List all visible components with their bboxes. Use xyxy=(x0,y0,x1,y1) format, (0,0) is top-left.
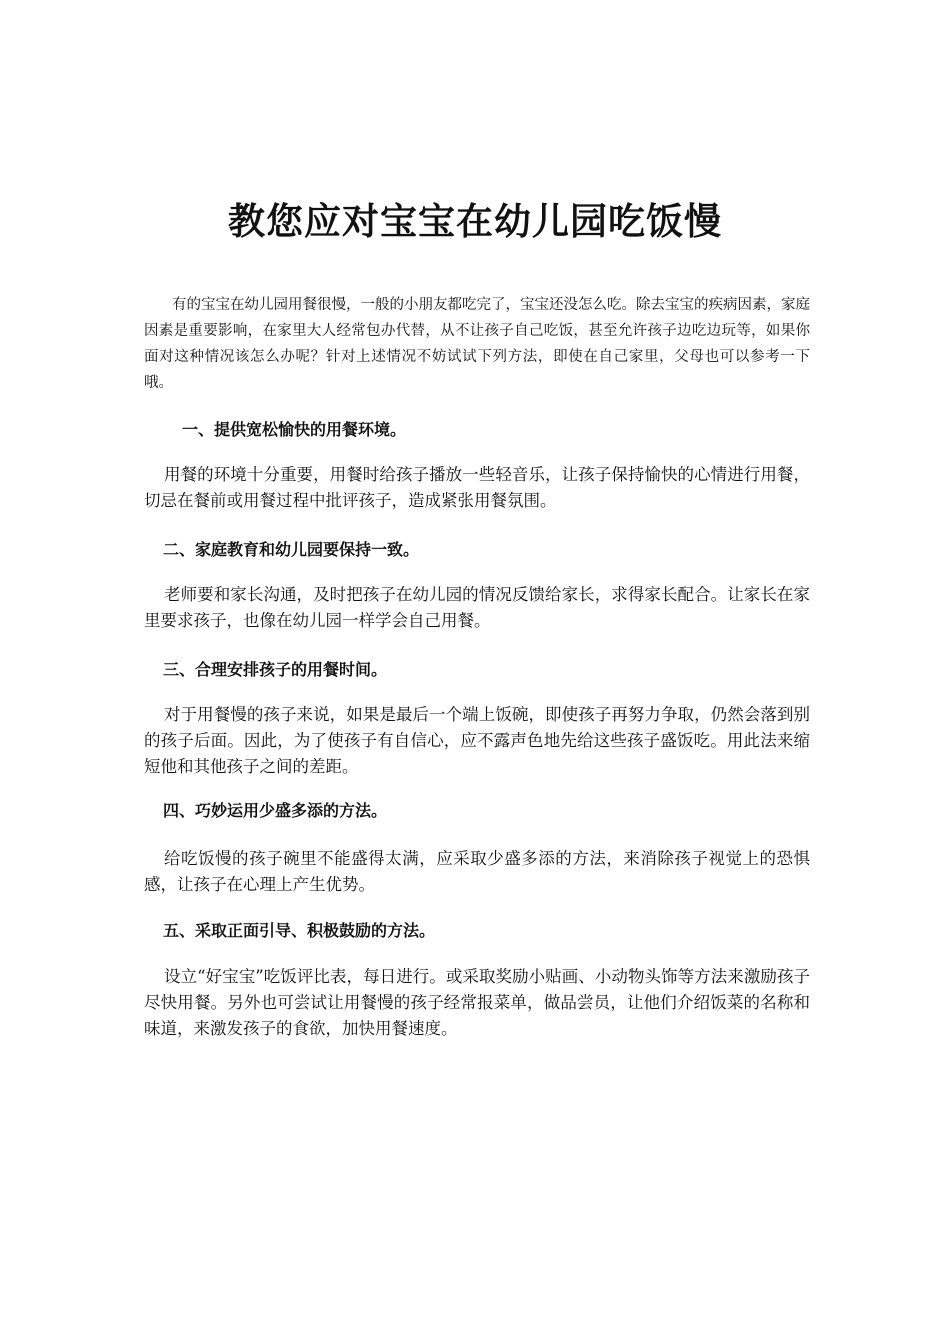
section-heading-4: 四、巧妙运用少盛多添的方法。 xyxy=(163,801,388,820)
section-body-3: 对于用餐慢的孩子来说，如果是最后一个端上饭碗，即使孩子再努力争取，仍然会落到别的孩子后面。因此，为了使孩子有自信心，应不露声色地先给这些孩子盛饭吃。用此法来缩短他和其他孩子之间的差距。 xyxy=(144,705,810,776)
section-body-4: 给吃饭慢的孩子碗里不能盛得太满，应采取少盛多添的方法，来消除孩子视觉上的恐惧感，让孩子在心理上产生优势。 xyxy=(144,849,810,894)
section-heading-5: 五、采取正面引导、积极鼓励的方法。 xyxy=(163,921,436,940)
section-body-1: 用餐的环境十分重要，用餐时给孩子播放一些轻音乐，让孩子保持愉快的心情进行用餐，切忌在餐前或用餐过程中批评孩子，造成紧张用餐氛围。 xyxy=(144,465,810,510)
section-heading-3: 三、合理安排孩子的用餐时间。 xyxy=(163,660,388,679)
section-body-2: 老师要和家长沟通，及时把孩子在幼儿园的情况反馈给家长，求得家长配合。让家长在家里要求孩子，也像在幼儿园一样学会自己用餐。 xyxy=(144,585,810,630)
page-title: 教您应对宝宝在幼儿园吃饭慢 xyxy=(228,199,722,243)
intro-paragraph: 有的宝宝在幼儿园用餐很慢，一般的小朋友都吃完了，宝宝还没怎么吃。除去宝宝的疾病因素，家庭因素是重要影响，在家里大人经常包办代替，从不让孩子自己吃饭，甚至允许孩子边吃边玩等，如果你面对这种情况该怎么办呢？针对上述情况不妨试试下列方法，即使在自己家里，父母也可以参考一下哦。 xyxy=(144,297,810,391)
section-body-5: 设立“好宝宝”吃饭评比表，每日进行。或采取奖励小贴画、小动物头饰等方法来激励孩子尽快用餐。另外也可尝试让用餐慢的孩子经常报菜单，做品尝员，让他们介绍饭菜的名称和味道，来激发孩子的食欲，加快用餐速度。 xyxy=(144,967,810,1038)
section-heading-2: 二、家庭教育和幼儿园要保持一致。 xyxy=(163,540,420,559)
section-heading-1: 一、提供宽松愉快的用餐环境。 xyxy=(182,420,407,439)
